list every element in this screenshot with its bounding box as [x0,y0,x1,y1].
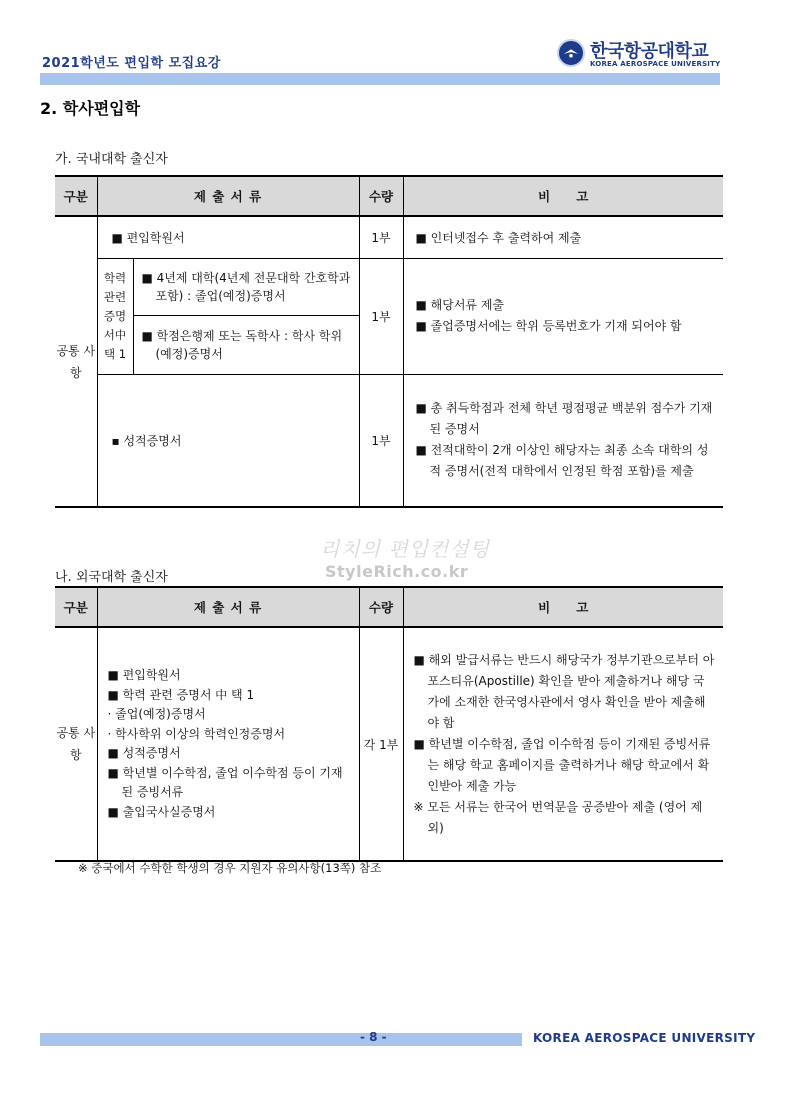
header-remarks: 비 고 [403,176,723,216]
table-row [55,258,723,315]
section-title: 2. 학사편입학 [40,99,141,118]
note-item: ※ 모든 서류는 한국어 번역문을 공증받아 제출 (영어 제외) [413,799,703,835]
header-quantity: 수량 [359,587,403,627]
doc-subitem: · 졸업(예정)증명서 [107,707,206,721]
page-number: - 8 - [360,1030,387,1044]
doc-cell: ▪ 성적증명서 [97,374,359,507]
table-row [55,216,723,258]
qty-cell: 각 1부 [359,627,403,861]
note-item: ■ 해당서류 제출 [415,298,505,312]
doc-cell [133,315,359,374]
doc-item: ■ 학력 관련 증명서 中 택 1 [107,687,255,702]
doc-item: ■ 학년별 이수학점, 졸업 이수학점 등이 기재된 증빙서류 [107,765,343,799]
group-label-cell: 학력 관련 증명 서中 택 1 [97,258,133,374]
logo-korean-name: 한국항공대학교 [590,41,709,62]
table-row [55,627,723,861]
doc-item: ■ 4년제 대학(4년제 전문대학 간호학과 포함) : 졸업(예정)증명서 [141,270,351,303]
header-category: 구분 [55,587,97,627]
foreign-documents-table [55,586,723,862]
doc-item: ■ 편입학원서 [107,668,181,682]
foreign-subtitle: 나. 외국대학 출신자 [55,570,168,585]
note-item: ■ 학년별 이수학점, 졸업 이수학점 등이 기재된 증빙서류는 해당 학교 홈페이지를 출력하거나 해당 학교에서 확인받아 제출 가능 [413,736,711,793]
category-cell: 공통 사항 [55,216,97,507]
domestic-documents-table [55,175,723,508]
note-item: ■ 졸업증명서에는 학위 등록번호가 기재 되어야 함 [415,319,682,333]
header-documents: 제 출 서 류 [97,176,359,216]
university-logo [557,38,727,72]
note-item: ■ 전적대학이 2개 이상인 해당자는 최종 소속 대학의 성적 증명서(전적 대학에서 인정된 학점 포함)를 제출 [415,443,709,479]
note-cell [403,258,723,374]
doc-item: ■ 성적증명서 [107,746,181,760]
table-row [55,374,723,507]
header-quantity: 수량 [359,176,403,216]
doc-cell [133,258,359,315]
header-remarks: 비 고 [403,587,723,627]
domestic-subtitle: 가. 국내대학 출신자 [55,152,168,167]
note-cell: ■ 인터넷접수 후 출력하여 제출 [403,216,723,258]
doc-cell [97,627,359,861]
footer-bar [40,1033,522,1046]
qty-cell: 1부 [359,374,403,507]
doc-item: ■ 출입국사실증명서 [107,804,216,819]
table-header-row [55,176,723,216]
doc-subitem: · 학사학위 이상의 학력인정증명서 [107,726,286,741]
header-documents: 제 출 서 류 [97,587,359,627]
logo-english-name: KOREA AEROSPACE UNIVERSITY [590,60,721,68]
doc-cell: ■ 편입학원서 [97,216,359,258]
qty-cell: 1부 [359,258,403,374]
table-header-row [55,587,723,627]
qty-cell: 1부 [359,216,403,258]
footer-university: KOREA AEROSPACE UNIVERSITY [533,1031,756,1045]
footnote: ※ 중국에서 수학한 학생의 경우 지원자 유의사항(13쪽) 참조 [78,861,382,875]
note-cell [403,627,723,861]
doc-item: ■ 학점은행제 또는 독학사 : 학사 학위(예정)증명서 [141,328,343,361]
document-title: 2021학년도 편입학 모집요강 [42,56,221,71]
header-category: 구분 [55,176,97,216]
emblem-icon [557,39,585,67]
category-cell: 공통 사항 [55,627,97,861]
note-item: ■ 총 취득학점과 전체 학년 평점평균 백분위 점수가 기재된 증명서 [415,401,713,437]
note-item: ■ 해외 발급서류는 반드시 해당국가 정부기관으로부터 아포스티유(Apostille) 확인을 받아 제출하거나 해당 국가에 소재한 한국영사관에서 영사 확인을 받아 제출해야 함 [413,652,715,730]
watermark-url: StyleRich.co.kr [325,562,469,581]
watermark-text: 리치의 편입컨설팅 [320,537,490,561]
note-cell [403,374,723,507]
header-bar [40,73,720,85]
